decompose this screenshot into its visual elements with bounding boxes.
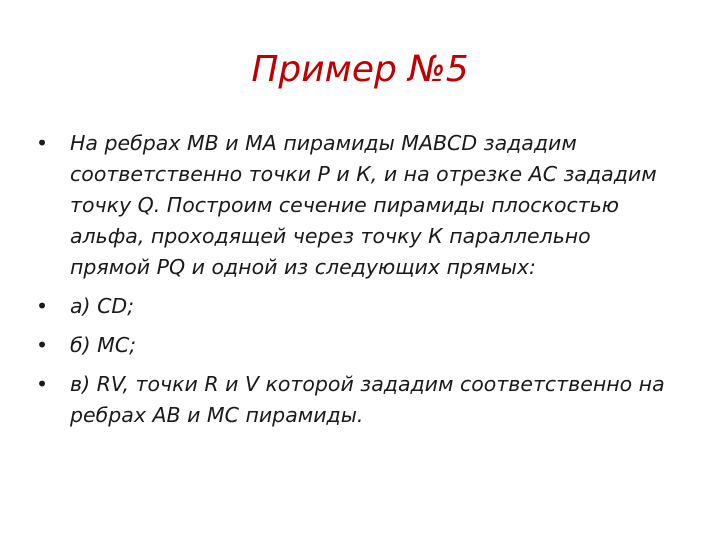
bullet-text: а) CD; — [70, 294, 135, 318]
bullet-dot-icon: • — [36, 372, 49, 396]
bullet-text: в) RV, точки R и V которой зададим соответственно на ребрах АВ и МС пирамиды. — [70, 372, 665, 427]
bullet-list — [36, 128, 676, 439]
bullet-dot-icon: • — [36, 131, 49, 155]
bullet-dot-icon: • — [36, 294, 49, 318]
bullet-dot-icon: • — [36, 333, 49, 357]
bullet-item — [36, 369, 676, 431]
bullet-text: На ребрах МВ и МА пирамиды МАВСD зададим соответственно точки Р и К, и на отрезке АС зададим точку Q. Построим сечение пирамиды плоскостью альфа, проходящей через точку К параллельно прямой PQ и одной из следующих прямых: — [70, 131, 657, 279]
slide-title: Пример №5 — [251, 49, 469, 90]
bullet-item — [36, 330, 676, 361]
bullet-item — [36, 128, 676, 283]
bullet-item — [36, 291, 676, 322]
bullet-text: б) МС; — [70, 333, 137, 357]
